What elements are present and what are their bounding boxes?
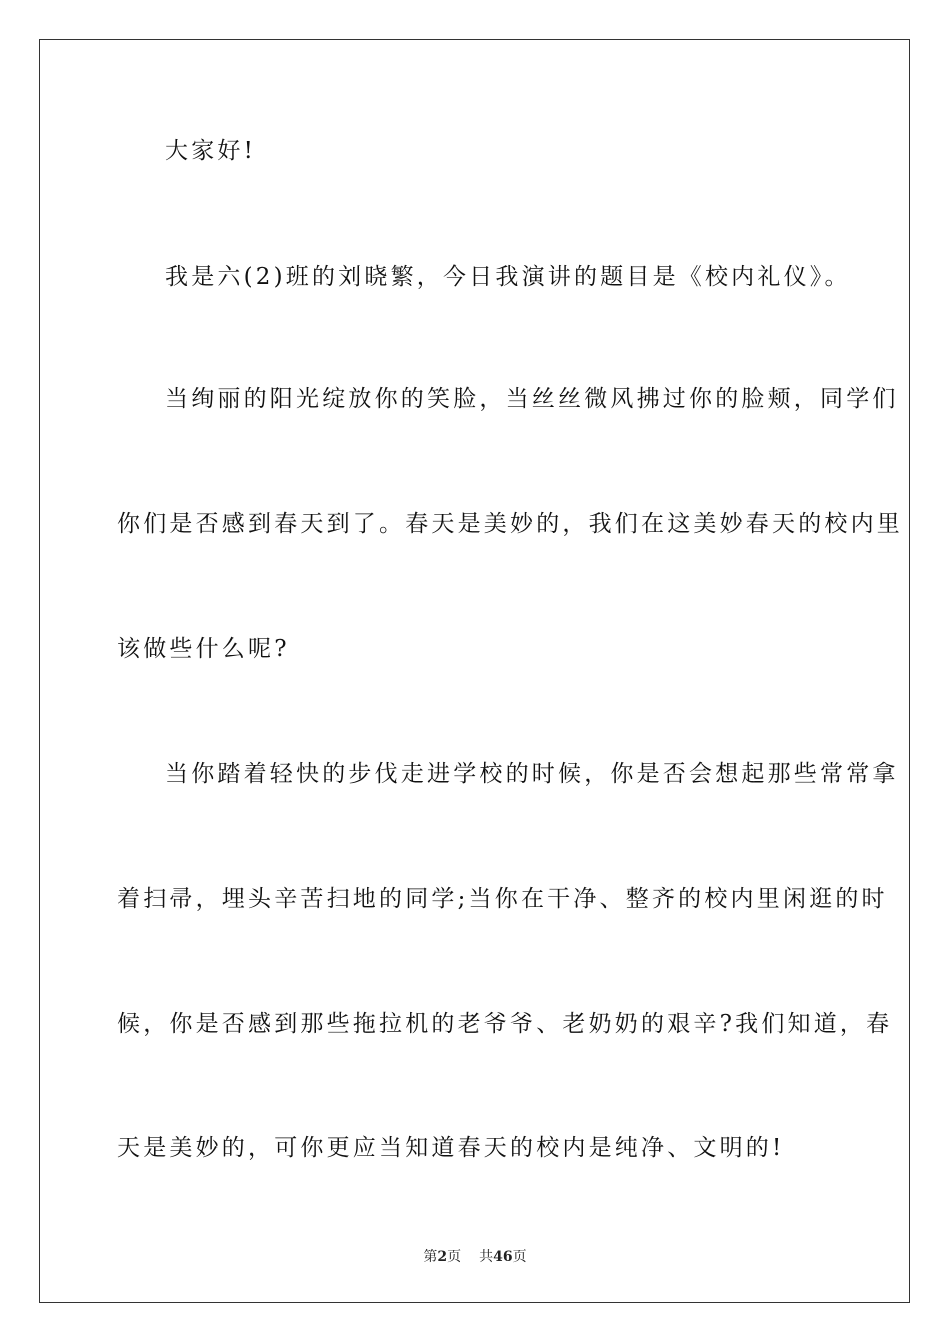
paragraph-line: 你们是否感到春天到了。春天是美妙的，我们在这美妙春天的校内里 [117, 511, 903, 537]
paragraph-line: 该做些什么呢? [117, 636, 290, 662]
total-suffix: 页 [512, 1249, 527, 1265]
total-pages: 46 [493, 1249, 513, 1265]
paragraph-line: 当你踏着轻快的步伐走进学校的时候，你是否会想起那些常常拿 [165, 761, 899, 787]
paragraph-line: 天是美妙的，可你更应当知道春天的校内是纯净、文明的! [117, 1135, 785, 1161]
page-number: 2 [437, 1249, 448, 1265]
total-prefix: 共 [479, 1249, 494, 1265]
greeting-line: 大家好! [165, 138, 257, 164]
page-border [39, 39, 910, 1303]
page-footer [0, 1247, 950, 1267]
paragraph-line: 着扫帚，埋头辛苦扫地的同学;当你在干净、整齐的校内里闲逛的时 [117, 886, 888, 912]
intro-line: 我是六(2)班的刘晓繁，今日我演讲的题目是《校内礼仪》。 [165, 264, 851, 290]
page-prefix: 第 [423, 1249, 438, 1265]
paragraph-line: 当绚丽的阳光绽放你的笑脸，当丝丝微风拂过你的脸颊，同学们 [165, 386, 899, 412]
page-suffix: 页 [447, 1249, 462, 1265]
paragraph-line: 候，你是否感到那些拖拉机的老爷爷、老奶奶的艰辛?我们知道，春 [117, 1011, 893, 1037]
